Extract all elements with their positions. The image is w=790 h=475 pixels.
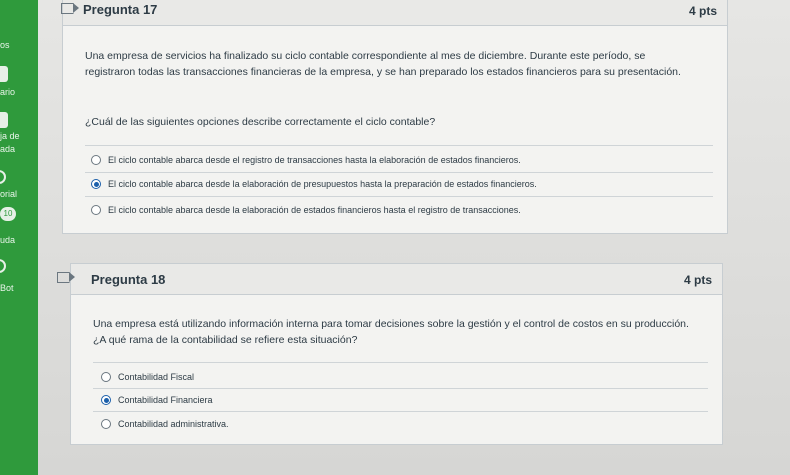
answer-option-label[interactable]: El ciclo contable abarca desde la elaboración de estados financieros hasta el registro de transacciones.: [108, 205, 521, 215]
sidebar-item-history[interactable]: orial: [0, 189, 18, 199]
question-text-line1: Una empresa de servicios ha finalizado su ciclo contable correspondiente al mes de diciembre. Durante este período, se: [85, 50, 646, 62]
question-title: Pregunta 18: [91, 272, 166, 287]
question-header: [71, 264, 722, 295]
question-header: [63, 0, 727, 26]
sidebar-item-calendar[interactable]: ario: [0, 87, 16, 97]
flag-icon[interactable]: [61, 3, 74, 14]
question-title: Pregunta 17: [83, 2, 158, 17]
sidebar-item-inbox-line2[interactable]: ada: [0, 144, 16, 154]
radio-button-selected[interactable]: [101, 395, 111, 405]
radio-button-selected[interactable]: [91, 179, 101, 189]
flag-icon[interactable]: [57, 272, 70, 283]
sidebar-item-inbox-line1[interactable]: ja de: [0, 131, 20, 141]
sidebar-item-bot[interactable]: Bot: [0, 283, 14, 293]
radio-button[interactable]: [101, 372, 111, 382]
answer-option[interactable]: [91, 152, 521, 168]
question-text-line1: Una empresa está utilizando información interna para tomar decisiones sobre la gestión y el control de costos en su producción.: [93, 318, 689, 330]
answer-option[interactable]: [91, 176, 537, 192]
option-divider: [85, 172, 713, 173]
radio-button[interactable]: [101, 419, 111, 429]
radio-button[interactable]: [91, 205, 101, 215]
question-prompt: ¿Cuál de las siguientes opciones describe correctamente el ciclo contable?: [85, 116, 436, 128]
option-divider: [93, 388, 708, 389]
course-sidebar: [0, 0, 38, 475]
sidebar-top-edge: [0, 0, 38, 8]
option-divider: [93, 362, 708, 363]
notification-badge: 10: [0, 207, 16, 221]
answer-option[interactable]: [101, 416, 229, 432]
question-points: 4 pts: [688, 4, 717, 18]
answer-option-label[interactable]: Contabilidad administrativa.: [118, 419, 229, 429]
option-divider: [85, 145, 713, 146]
question-points: 4 pts: [683, 273, 712, 287]
bot-icon[interactable]: [0, 259, 6, 273]
answer-option-label[interactable]: El ciclo contable abarca desde el registro de transacciones hasta la elaboración de estados financieros.: [108, 155, 521, 165]
question-card-17: [62, 0, 728, 234]
sidebar-item-label-top[interactable]: os: [0, 40, 10, 50]
option-divider: [93, 411, 708, 412]
option-divider: [85, 196, 713, 197]
answer-option-label[interactable]: Contabilidad Financiera: [118, 395, 213, 405]
question-text-line2: ¿A qué rama de la contabilidad se refiere esta situación?: [93, 334, 358, 346]
sidebar-nav-icon[interactable]: [0, 112, 8, 128]
question-text-line2: registraron todas las transacciones financieras de la empresa, y se han preparado los estados financieros para su presentación.: [85, 66, 681, 78]
radio-button[interactable]: [91, 155, 101, 165]
answer-option-label[interactable]: Contabilidad Fiscal: [118, 372, 195, 382]
answer-option-label[interactable]: El ciclo contable abarca desde la elaboración de presupuestos hasta la preparación de estados financieros.: [108, 179, 537, 189]
sidebar-nav-icon[interactable]: [0, 66, 8, 82]
answer-option[interactable]: [91, 202, 521, 218]
sidebar-item-help[interactable]: uda: [0, 235, 16, 245]
answer-option[interactable]: [101, 369, 194, 385]
question-card-18: [70, 263, 723, 445]
answer-option[interactable]: [101, 392, 213, 408]
history-icon[interactable]: [0, 170, 6, 184]
